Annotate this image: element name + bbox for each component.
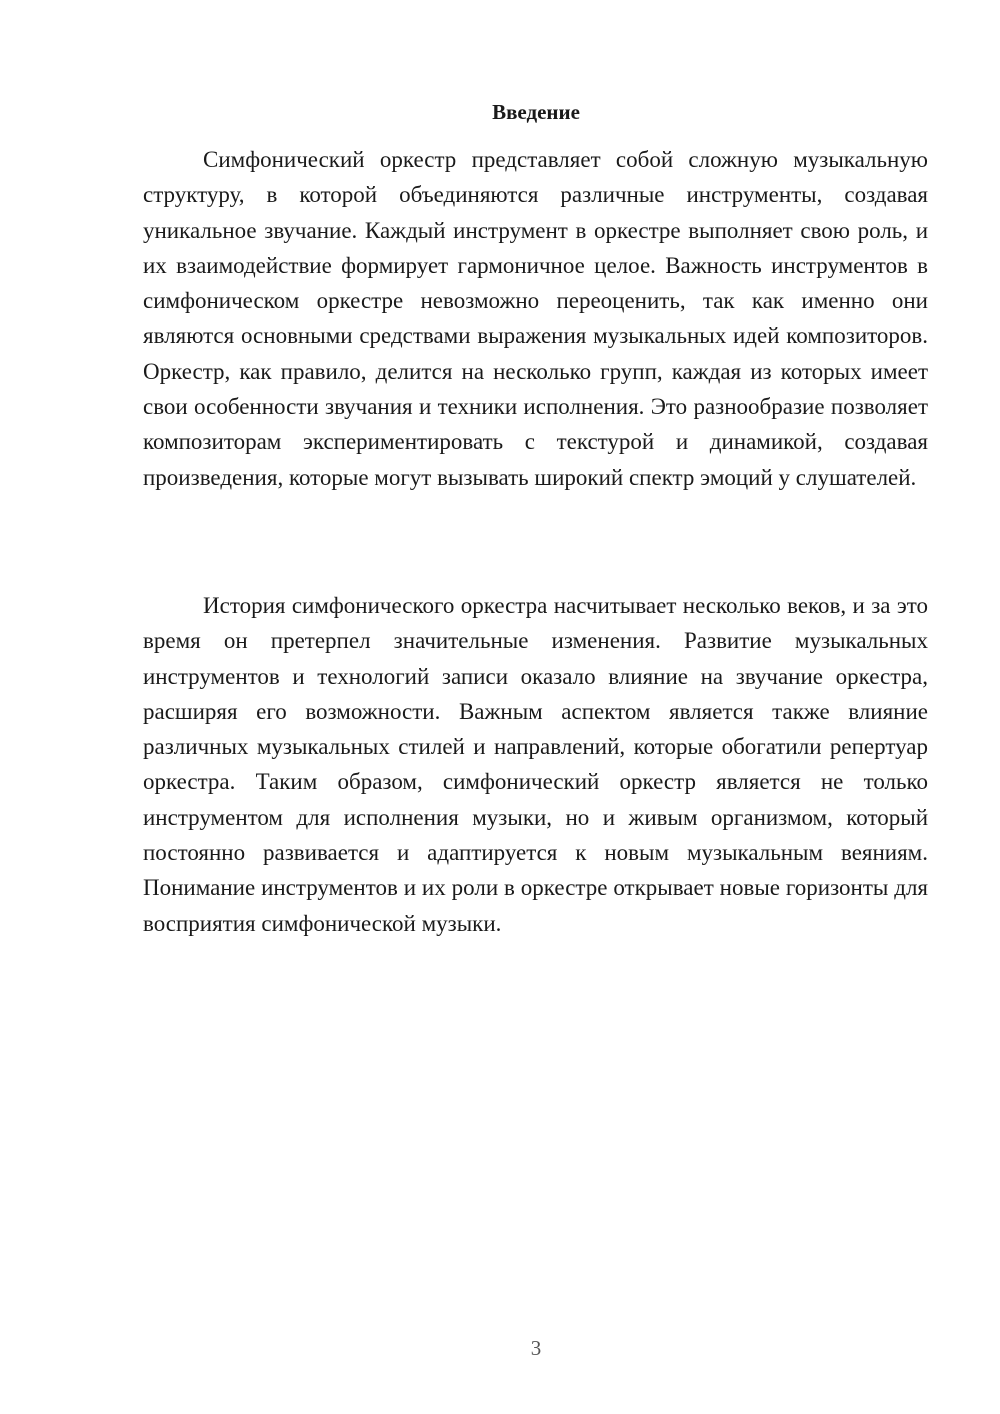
paragraph-2: История симфонического оркестра насчитывает несколько веков, и за это время он претерпел значительные изменения. Развитие музыкальных инструментов и технологий записи оказало влияние на звучание оркестра, расширяя его возможности. Важным аспектом является также влияние различных музыкальных стилей и направлений, которые обогатили репертуар оркестра. Таким образом, симфонический оркестр является не только инструментом для исполнения музыки, но и живым организмом, который постоянно развивается и адаптируется к новым музыкальным веяниям. Понимание инструментов и их роли в оркестре открывает новые горизонты для восприятия симфонической музыки. xyxy=(143,593,928,936)
paragraph-1: Симфонический оркестр представляет собой сложную музыкальную структуру, в которой объединяются различные инструменты, создавая уникальное звучание. Каждый инструмент в оркестре выполняет свою роль, и их взаимодействие формирует гармоничное целое. Важность инструментов в симфоническом оркестре невозможно переоценить, так как именно они являются основными средствами выражения музыкальных идей композиторов. Оркестр, как правило, делится на несколько групп, каждая из которых имеет свои особенности звучания и техники исполнения. Это разнообразие позволяет композиторам экспериментировать с текстурой и динамикой, создавая произведения, которые могут вызывать широкий спектр эмоций у слушателей. xyxy=(143,147,928,490)
section-heading: Введение xyxy=(492,100,580,124)
page-number: 3 xyxy=(530,1336,542,1360)
